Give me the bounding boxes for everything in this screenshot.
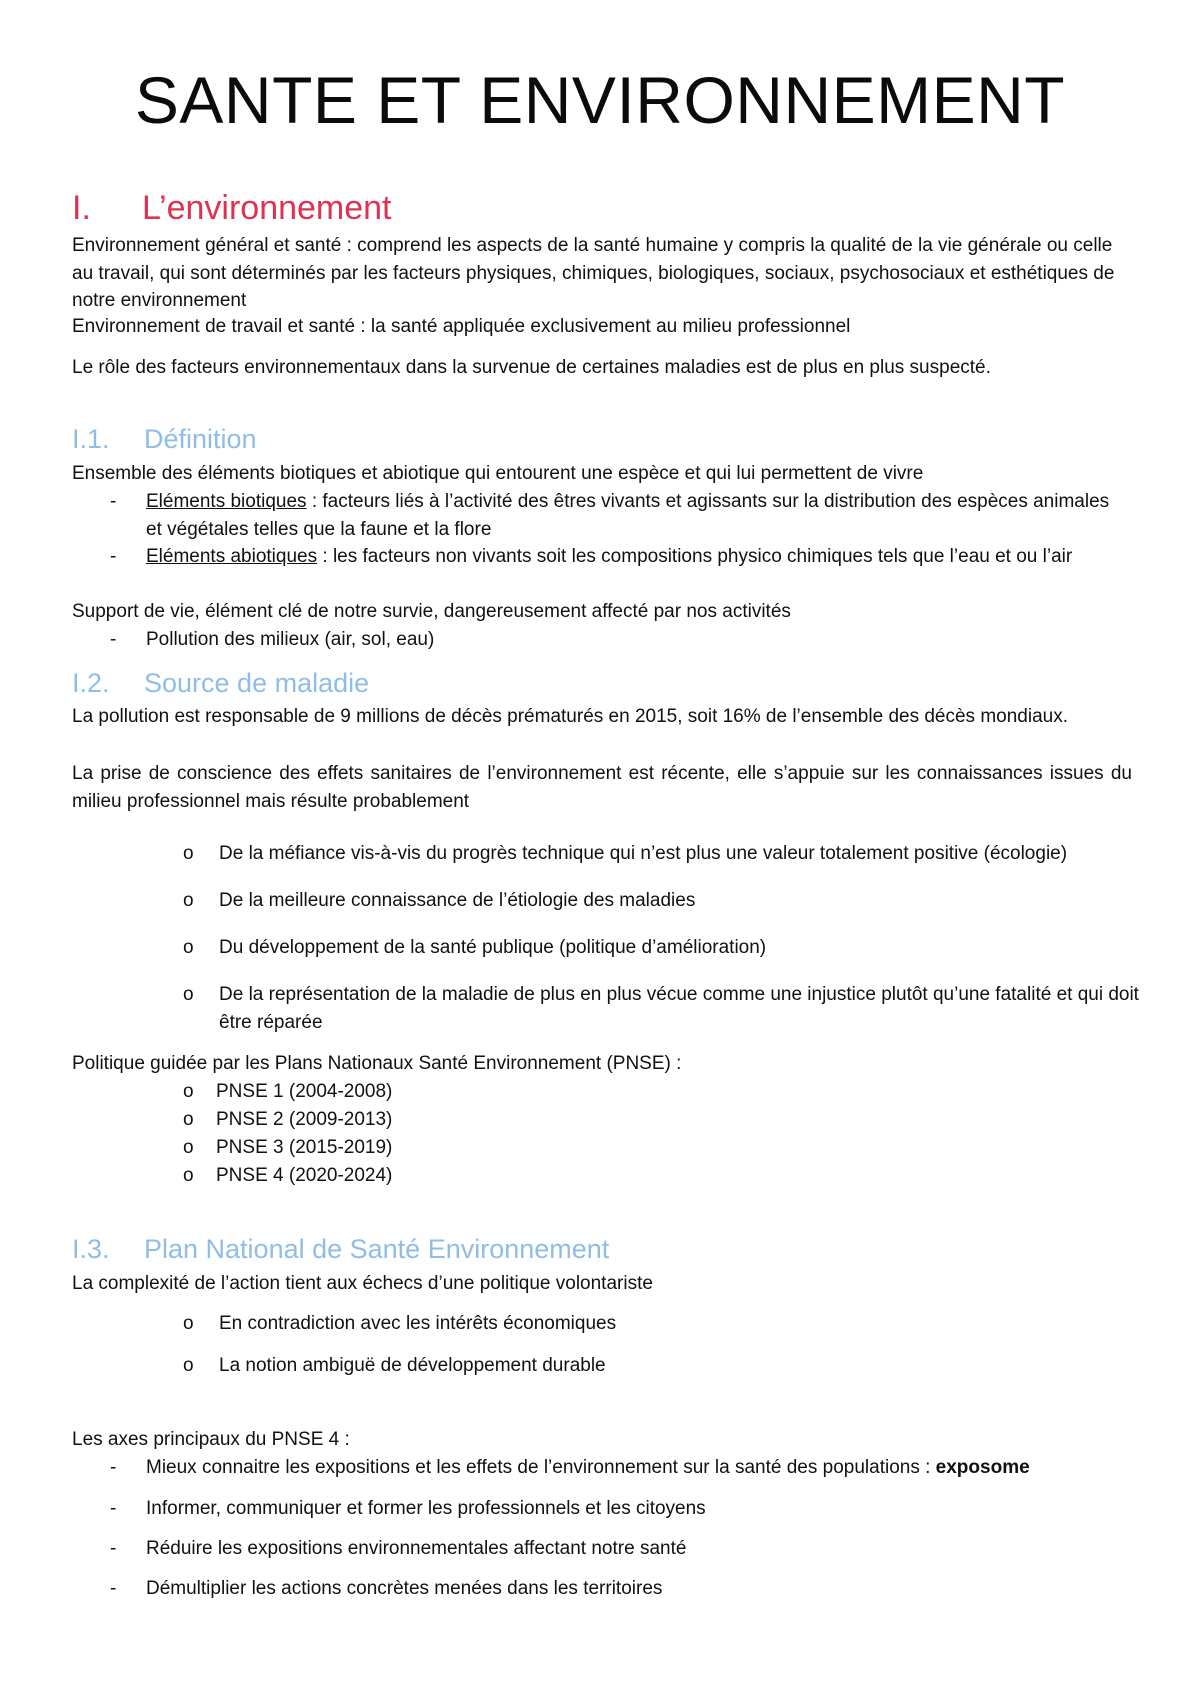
term-biotiques: Eléments biotiques xyxy=(146,491,307,512)
subsection-number: I.1. xyxy=(72,424,110,454)
list-item-representation xyxy=(183,981,1143,1037)
dash-bullet: - xyxy=(110,1498,117,1519)
list-item-text: PNSE 3 (2015-2019) xyxy=(216,1137,393,1158)
subsection-title: Définition xyxy=(144,424,257,454)
list-item-axe-3 xyxy=(110,1535,1130,1563)
list-item-text: De la méfiance vis-à-vis du progrès technique qui n’est plus une valeur totalement positive (écologie) xyxy=(219,843,1068,864)
paragraph-axes-pnse4: Les axes principaux du PNSE 4 : xyxy=(72,1429,350,1450)
list-item-axe-4 xyxy=(110,1575,1130,1603)
list-item-pnse-2 xyxy=(183,1106,392,1134)
list-item-etiologie xyxy=(183,887,1143,915)
list-item-text: De la représentation de la maladie de plus en plus vécue comme une injustice plutôt qu’une fatalité et qui doit être réparée xyxy=(219,984,1139,1033)
paragraph-politique-pnse: Politique guidée par les Plans Nationaux Santé Environnement (PNSE) : xyxy=(72,1053,682,1074)
list-item-text: Démultiplier les actions concrètes menées dans les territoires xyxy=(146,1578,663,1599)
paragraph-support-de-vie: Support de vie, élément clé de notre survie, dangereusement affecté par nos activités xyxy=(72,601,791,622)
list-item-biotiques xyxy=(110,488,1130,543)
circle-bullet: o xyxy=(183,1137,194,1158)
list-item-sante-publique xyxy=(183,934,1143,962)
paragraph-pollution-deces: La pollution est responsable de 9 millions de décès prématurés en 2015, soit 16% de l’ensemble des décès mondiaux. xyxy=(72,706,1068,727)
circle-bullet: o xyxy=(183,1355,194,1376)
list-item-developpement-durable xyxy=(183,1352,1143,1380)
section-title: L’environnement xyxy=(142,189,392,227)
list-item-axe-1 xyxy=(110,1454,1130,1482)
list-item-text: Informer, communiquer et former les professionnels et les citoyens xyxy=(146,1498,706,1519)
list-item-contradiction xyxy=(183,1310,1143,1338)
paragraph-role-facteurs: Le rôle des facteurs environnementaux dans la survenue de certaines maladies est de plus en plus suspecté. xyxy=(72,357,991,378)
list-item-pnse-3 xyxy=(183,1134,392,1162)
section-number: I. xyxy=(72,189,91,227)
axe-text: Mieux connaitre les expositions et les effets de l’environnement sur la santé des populations : xyxy=(146,1457,936,1478)
list-item-pnse-4 xyxy=(183,1162,392,1190)
paragraph-prise-de-conscience: La prise de conscience des effets sanitaires de l’environnement est récente, elle s’appuie sur les connaissances issues du milieu professionnel mais résulte probablement xyxy=(72,763,1132,812)
list-item-mefiance xyxy=(183,840,1143,868)
list-item-abiotiques xyxy=(110,543,1130,571)
paragraph-environnement-general: Environnement général et santé : comprend les aspects de la santé humaine y compris la qualité de la vie générale ou celle au travail, qui sont déterminés par les facteurs physiques, chimiques, biologiques, sociaux, psychosociaux et esthétiques de notre environnement xyxy=(72,235,1115,311)
list-item-text: Du développement de la santé publique (politique d’amélioration) xyxy=(219,937,767,958)
axe-keyword: exposome xyxy=(935,1457,1030,1478)
list-item-text: PNSE 1 (2004-2008) xyxy=(216,1081,393,1102)
term-abiotiques: Eléments abiotiques xyxy=(146,546,318,567)
dash-bullet: - xyxy=(110,491,117,512)
circle-bullet: o xyxy=(183,890,194,911)
list-item-text: En contradiction avec les intérêts économiques xyxy=(219,1313,617,1334)
subsection-heading-source-maladie xyxy=(72,666,369,700)
dash-bullet: - xyxy=(110,546,117,567)
circle-bullet: o xyxy=(183,1313,194,1334)
subsection-heading-plan-national xyxy=(72,1232,609,1266)
subsection-title: Source de maladie xyxy=(144,668,370,698)
subsection-heading-definition xyxy=(72,422,257,456)
section-heading-environnement xyxy=(72,186,392,230)
subsection-number: I.3. xyxy=(72,1234,110,1264)
list-item-axe-2 xyxy=(110,1495,1130,1523)
dash-bullet: - xyxy=(110,629,117,650)
list-item-text: La notion ambiguë de développement durable xyxy=(219,1355,606,1376)
circle-bullet: o xyxy=(183,1081,194,1102)
circle-bullet: o xyxy=(183,937,194,958)
list-item-pnse-1 xyxy=(183,1078,392,1106)
circle-bullet: o xyxy=(183,843,194,864)
subsection-number: I.2. xyxy=(72,668,110,698)
circle-bullet: o xyxy=(183,984,194,1005)
circle-bullet: o xyxy=(183,1165,194,1186)
list-item-text: PNSE 2 (2009-2013) xyxy=(216,1109,393,1130)
definition-biotiques: : facteurs liés à l’activité des êtres vivants et agissants sur la distribution des espèces animales et végétales telles que la faune et la flore xyxy=(146,491,1110,540)
circle-bullet: o xyxy=(183,1109,194,1130)
dash-bullet: - xyxy=(110,1457,117,1478)
document-title: SANTE ET ENVIRONNEMENT xyxy=(134,63,1066,137)
list-item-text: Réduire les expositions environnementales affectant notre santé xyxy=(146,1538,687,1559)
dash-bullet: - xyxy=(110,1578,117,1599)
list-item-pollution-milieux xyxy=(110,626,1130,654)
list-item-text: De la meilleure connaissance de l’étiologie des maladies xyxy=(219,890,696,911)
subsection-title: Plan National de Santé Environnement xyxy=(144,1234,610,1264)
paragraph-complexite-action: La complexité de l’action tient aux échecs d’une politique volontariste xyxy=(72,1273,653,1294)
dash-bullet: - xyxy=(110,1538,117,1559)
list-item-text: Pollution des milieux (air, sol, eau) xyxy=(146,629,435,650)
paragraph-definition: Ensemble des éléments biotiques et abiotique qui entourent une espèce et qui lui permettent de vivre xyxy=(72,463,924,484)
paragraph-environnement-travail: Environnement de travail et santé : la santé appliquée exclusivement au milieu professionnel xyxy=(72,316,851,337)
list-item-text: PNSE 4 (2020-2024) xyxy=(216,1165,393,1186)
definition-abiotiques: : les facteurs non vivants soit les compositions physico chimiques tels que l’eau et ou l’air xyxy=(317,546,1073,567)
